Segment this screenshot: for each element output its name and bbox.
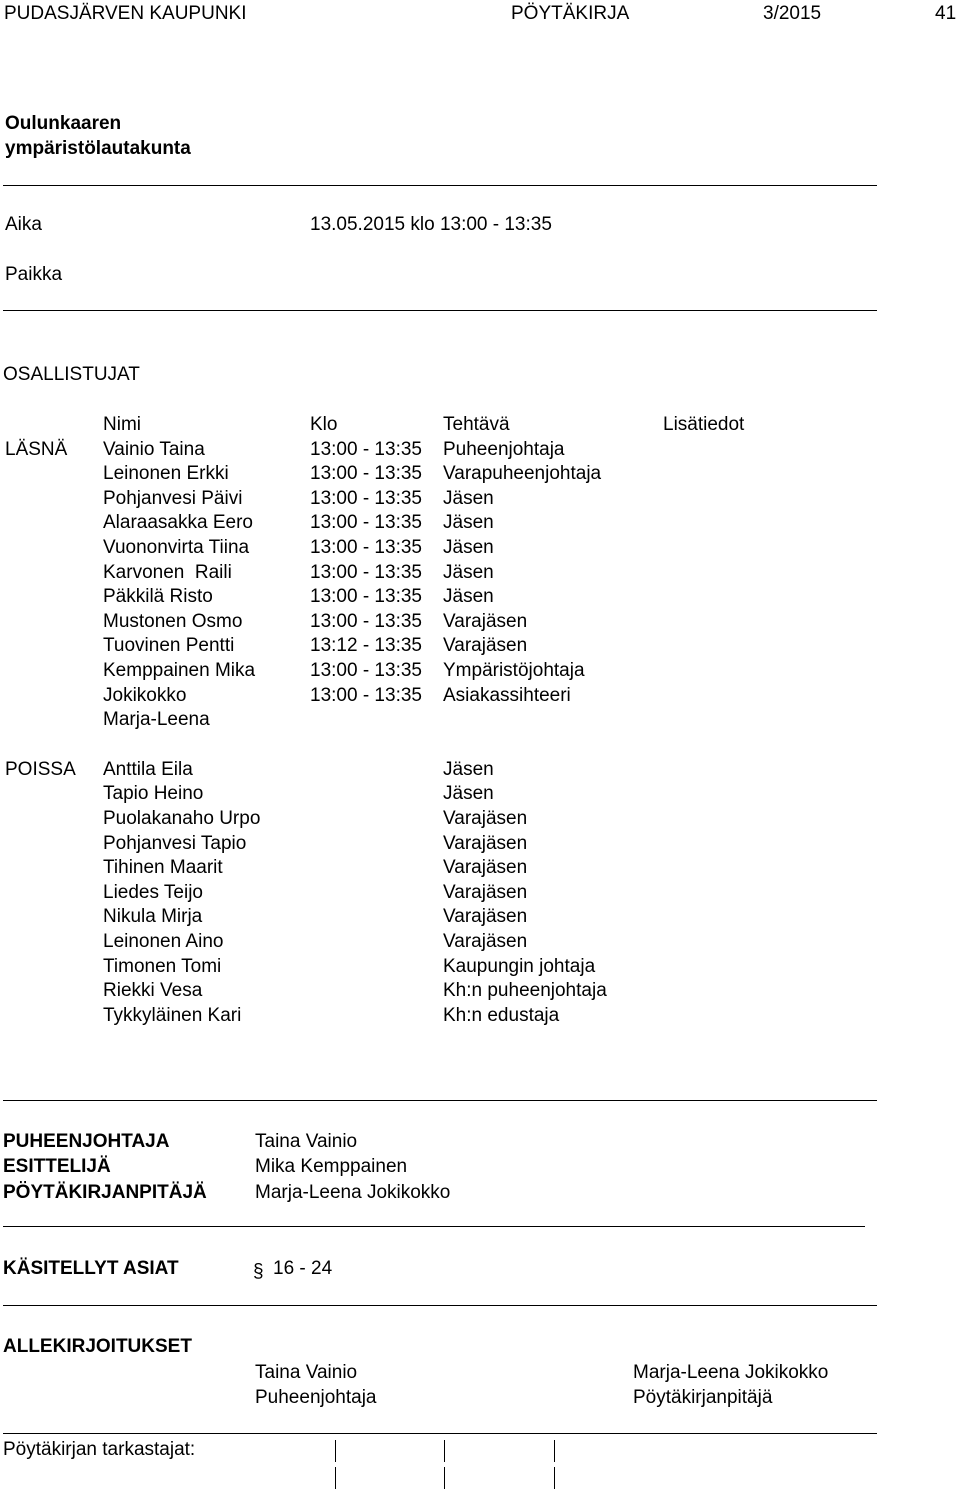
present-role: Ympäristöjohtaja [443, 660, 585, 681]
participants-title: OSALLISTUJAT [3, 364, 140, 385]
present-role: Jäsen [443, 586, 494, 607]
place-label: Paikka [5, 264, 63, 285]
svg-text:§: § [253, 1261, 264, 1282]
document-number: 3/2015 [763, 3, 822, 24]
matters-label: KÄSITELLYT ASIAT [3, 1258, 179, 1279]
present-time: 13:12 - 13:35 [310, 635, 422, 656]
present-time: 13:00 - 13:35 [310, 488, 422, 509]
present-name: Kemppainen Mika [103, 660, 256, 681]
present-role: Puheenjohtaja [443, 439, 565, 460]
present-name: Karvonen Raili [103, 562, 232, 583]
present-time: 13:00 - 13:35 [310, 660, 422, 681]
column-header-extra: Lisätiedot [663, 414, 745, 435]
officer-label-presenter: ESITTELIJÄ [3, 1156, 111, 1177]
present-label: LÄSNÄ [5, 439, 68, 460]
present-name: Mustonen Osmo [103, 611, 243, 632]
reviewers-label: Pöytäkirjan tarkastajat: [3, 1439, 196, 1460]
signatures-label: ALLEKIRJOITUKSET [3, 1336, 192, 1357]
divider-signatures [3, 1433, 877, 1434]
committee-name-line2: ympäristölautakunta [5, 138, 191, 159]
present-name: Vuononvirta Tiina [103, 537, 250, 558]
present-role: Varajäsen [443, 635, 528, 656]
present-role: Jäsen [443, 512, 494, 533]
absent-role: Varajäsen [443, 857, 528, 878]
absent-role: Varajäsen [443, 882, 528, 903]
absent-name: Tapio Heino [103, 783, 204, 804]
signature-separator [554, 1440, 555, 1462]
present-role: Jäsen [443, 562, 494, 583]
present-time: 13:00 - 13:35 [310, 611, 422, 632]
time-value: 13.05.2015 klo 13:00 - 13:35 [310, 214, 552, 235]
present-name-continued: Marja-Leena [103, 709, 210, 730]
column-header-time: Klo [310, 414, 338, 435]
present-time: 13:00 - 13:35 [310, 439, 422, 460]
officer-label-secretary: PÖYTÄKIRJANPITÄJÄ [3, 1182, 207, 1203]
absent-name: Riekki Vesa [103, 980, 203, 1001]
signature-separator [335, 1467, 336, 1489]
signer-title: Pöytäkirjanpitäjä [633, 1387, 773, 1408]
present-time: 13:00 - 13:35 [310, 463, 422, 484]
present-name: Leinonen Erkki [103, 463, 229, 484]
present-role: Jäsen [443, 488, 494, 509]
divider-officers [3, 1226, 865, 1227]
signature-separator [444, 1440, 445, 1462]
column-header-role: Tehtävä [443, 414, 510, 435]
signer-name: Taina Vainio [255, 1362, 358, 1383]
absent-role: Kaupungin johtaja [443, 956, 596, 977]
time-label: Aika [5, 214, 42, 235]
present-time: 13:00 - 13:35 [310, 685, 422, 706]
officer-value-chair: Taina Vainio [255, 1131, 358, 1152]
absent-name: Liedes Teijo [103, 882, 204, 903]
committee-name-line1: Oulunkaaren [5, 113, 122, 134]
absent-role: Jäsen [443, 759, 494, 780]
present-time: 13:00 - 13:35 [310, 562, 422, 583]
absent-name: Pohjanvesi Tapio [103, 833, 247, 854]
absent-name: Nikula Mirja [103, 906, 203, 927]
absent-name: Puolakanaho Urpo [103, 808, 261, 829]
absent-label: POISSA [5, 759, 76, 780]
section-sign-icon [253, 1257, 265, 1283]
absent-name: Anttila Eila [103, 759, 193, 780]
org-name: PUDASJÄRVEN KAUPUNKI [4, 3, 247, 24]
absent-name: Tykkyläinen Kari [103, 1005, 242, 1026]
present-role: Jäsen [443, 537, 494, 558]
officer-value-secretary: Marja-Leena Jokikokko [255, 1182, 451, 1203]
page-number: 41 [935, 3, 957, 24]
document-type: PÖYTÄKIRJA [511, 3, 630, 24]
absent-role: Varajäsen [443, 808, 528, 829]
present-time: 13:00 - 13:35 [310, 537, 422, 558]
absent-role: Kh:n puheenjohtaja [443, 980, 607, 1001]
matters-value: 16 - 24 [273, 1258, 333, 1279]
absent-role: Jäsen [443, 783, 494, 804]
absent-role: Varajäsen [443, 931, 528, 952]
present-name: Päkkilä Risto [103, 586, 213, 607]
signer-title: Puheenjohtaja [255, 1387, 377, 1408]
present-time: 13:00 - 13:35 [310, 512, 422, 533]
absent-name: Timonen Tomi [103, 956, 222, 977]
divider-matters [3, 1305, 877, 1306]
divider-committee [3, 185, 877, 186]
absent-role: Varajäsen [443, 906, 528, 927]
signature-separator [444, 1467, 445, 1489]
divider-meta [3, 310, 877, 311]
present-role: Varajäsen [443, 611, 528, 632]
absent-name: Tihinen Maarit [103, 857, 223, 878]
present-name: Tuovinen Pentti [103, 635, 235, 656]
divider-participants [3, 1100, 877, 1101]
absent-role: Varajäsen [443, 833, 528, 854]
absent-role: Kh:n edustaja [443, 1005, 560, 1026]
officer-label-chair: PUHEENJOHTAJA [3, 1131, 170, 1152]
present-time: 13:00 - 13:35 [310, 586, 422, 607]
present-name: Vainio Taina [103, 439, 205, 460]
signer-name: Marja-Leena Jokikokko [633, 1362, 829, 1383]
present-role: Varapuheenjohtaja [443, 463, 602, 484]
officer-value-presenter: Mika Kemppainen [255, 1156, 408, 1177]
present-name: Pohjanvesi Päivi [103, 488, 243, 509]
present-name: Alaraasakka Eero [103, 512, 253, 533]
absent-name: Leinonen Aino [103, 931, 224, 952]
signature-separator [554, 1467, 555, 1489]
column-header-name: Nimi [103, 414, 141, 435]
signature-separator [335, 1440, 336, 1462]
present-role: Asiakassihteeri [443, 685, 571, 706]
present-name: Jokikokko [103, 685, 187, 706]
